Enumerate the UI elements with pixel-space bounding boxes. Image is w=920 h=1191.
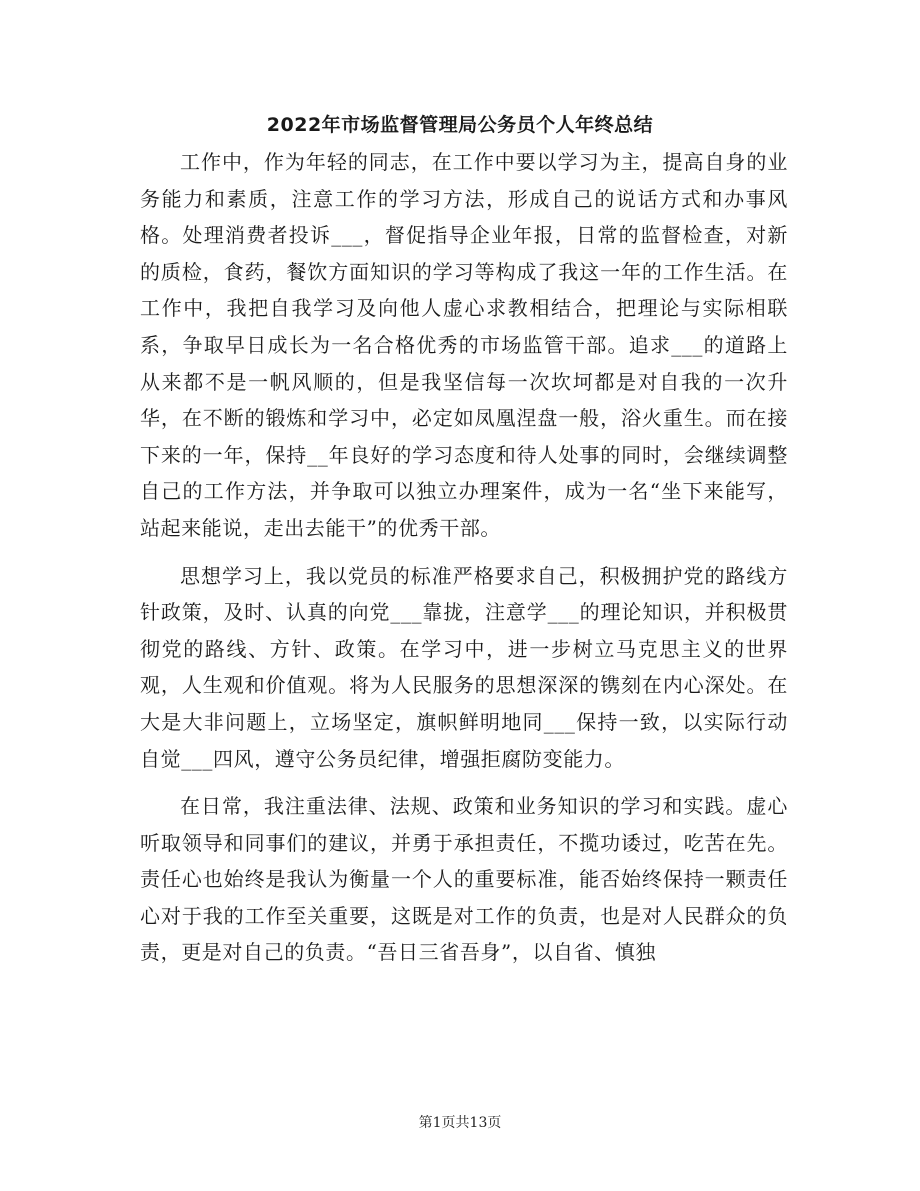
paragraph-daily: 在日常，我注重法律、法规、政策和业务知识的学习和实践。虚心听取领导和同事们的建议，并勇于承担责任，不揽功诿过，吃苦在先。责任心也始终是我认为衡量一个人的重要标准，能否始终保持一颗责任心对于我的工作至关重要，这既是对工作的负责，也是对人民群众的负责，更是对自己的负责。“吾日三省吾身”，以自省、慎独 <box>140 794 788 965</box>
document-body <box>140 144 788 971</box>
page-number-footer: 第1页共13页 <box>418 1115 502 1131</box>
paragraph-ideology: 思想学习上，我以党员的标准严格要求自己，积极拥护党的路线方针政策，及时、认真的向党___靠拢，注意学___的理论知识，并积极贯彻党的路线、方针、政策。在学习中，进一步树立马克思主义的世界观，人生观和价值观。将为人民服务的思想深深的镌刻在内心深处。在大是大非问题上，立场坚定，旗帜鲜明地同___保持一致，以实际行动自觉___四风，遵守公务员纪律，增强拒腐防变能力。 <box>140 563 788 771</box>
document-title: 2022年市场监督管理局公务员个人年终总结 <box>266 114 654 136</box>
paragraph-work: 工作中，作为年轻的同志，在工作中要以学习为主，提高自身的业务能力和素质，注意工作的学习方法，形成自己的说话方式和办事风格。处理消费者投诉___，督促指导企业年报，日常的监督检查，对新的质检，食药，餐饮方面知识的学习等构成了我这一年的工作生活。在工作中，我把自我学习及向他人虚心求教相结合，把理论与实际相联系，争取早日成长为一名合格优秀的市场监管干部。追求___的道路上从来都不是一帆风顺的，但是我坚信每一次坎坷都是对自我的一次升华，在不断的锻炼和学习中，必定如凤凰涅盘一般，浴火重生。而在接下来的一年，保持__年良好的学习态度和待人处事的同时，会继续调整自己的工作方法，并争取可以独立办理案件，成为一名“坐下来能写，站起来能说，走出去能干”的优秀干部。 <box>140 150 788 540</box>
